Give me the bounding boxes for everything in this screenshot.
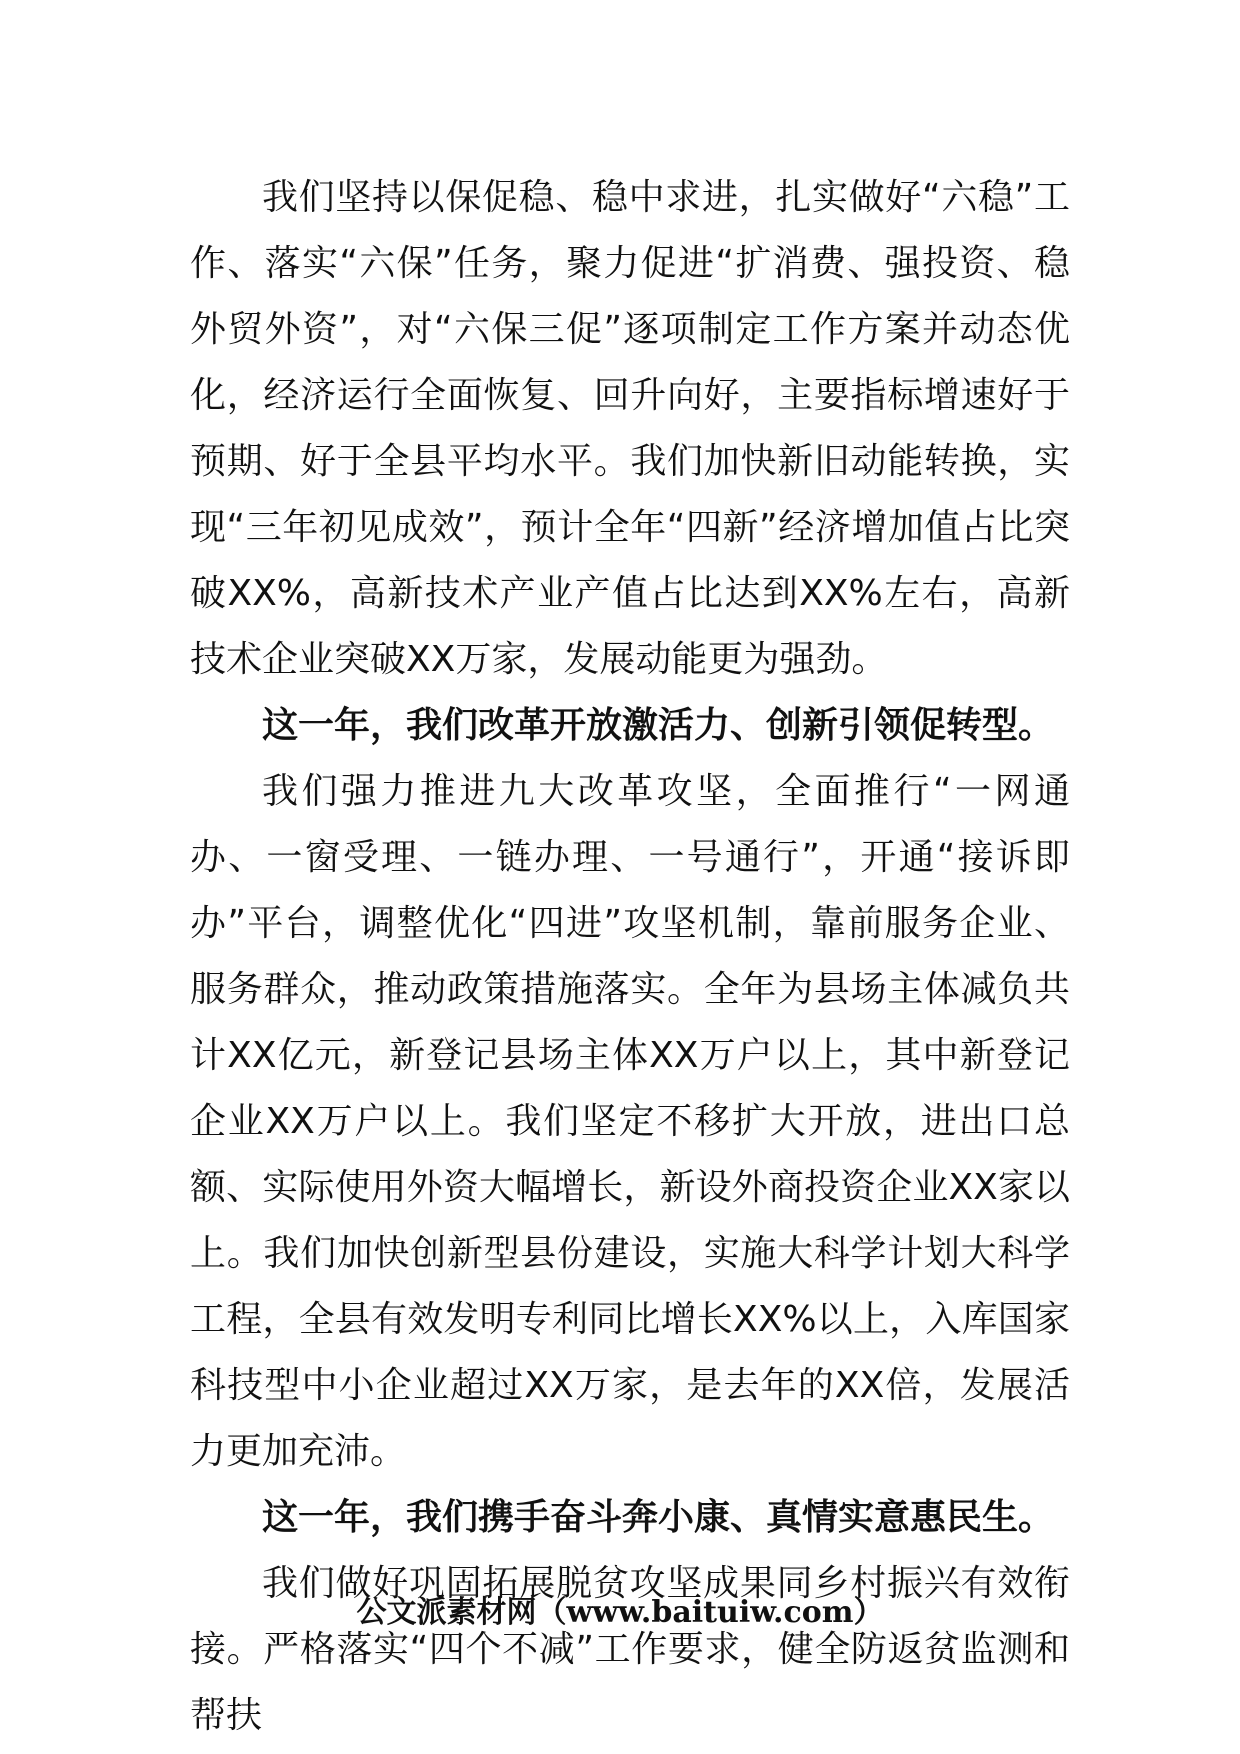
footer-watermark: 公文派素材网（www.baituiw.com） [356,1595,884,1630]
body-paragraph: 我们坚持以保促稳、稳中求进，扎实做好“六稳”工作、落实“六保”任务，聚力促进“扩消费、强投资、稳外贸外资”，对“六保三促”逐项制定工作方案并动态优化，经济运行全面恢复、回升向好，主要指标增速好于预期、好于全县平均水平。我们加快新旧动能转换，实现“三年初见成效”，预计全年“四新”经济增加值占比突破XX%，高新技术产业产值占比达到XX%左右，高新技术企业突破XX万家，发展动能更为强劲。 [190,177,1070,680]
document-body [190,165,1070,1749]
body-paragraph: 我们做好巩固拓展脱贫攻坚成果同乡村振兴有效衔接。严格落实“四个不减”工作要求，健全防返贫监测和帮扶 [190,1563,1070,1736]
body-paragraph: 我们强力推进九大改革攻坚，全面推行“一网通办、一窗受理、一链办理、一号通行”，开通“接诉即办”平台，调整优化“四进”攻坚机制，靠前服务企业、服务群众，推动政策措施落实。全年为县场主体减负共计XX亿元，新登记县场主体XX万户以上，其中新登记企业XX万户以上。我们坚定不移扩大开放，进出口总额、实际使用外资大幅增长，新设外商投资企业XX家以上。我们加快创新型县份建设，实施大科学计划大科学工程，全县有效发明专利同比增长XX%以上，入库国家科技型中小企业超过XX万家，是去年的XX倍，发展活力更加充沛。 [190,771,1070,1472]
section-heading: 这一年，我们改革开放激活力、创新引领促转型。 [262,705,1055,746]
section-heading: 这一年，我们携手奋斗奔小康、真情实意惠民生。 [262,1497,1055,1538]
